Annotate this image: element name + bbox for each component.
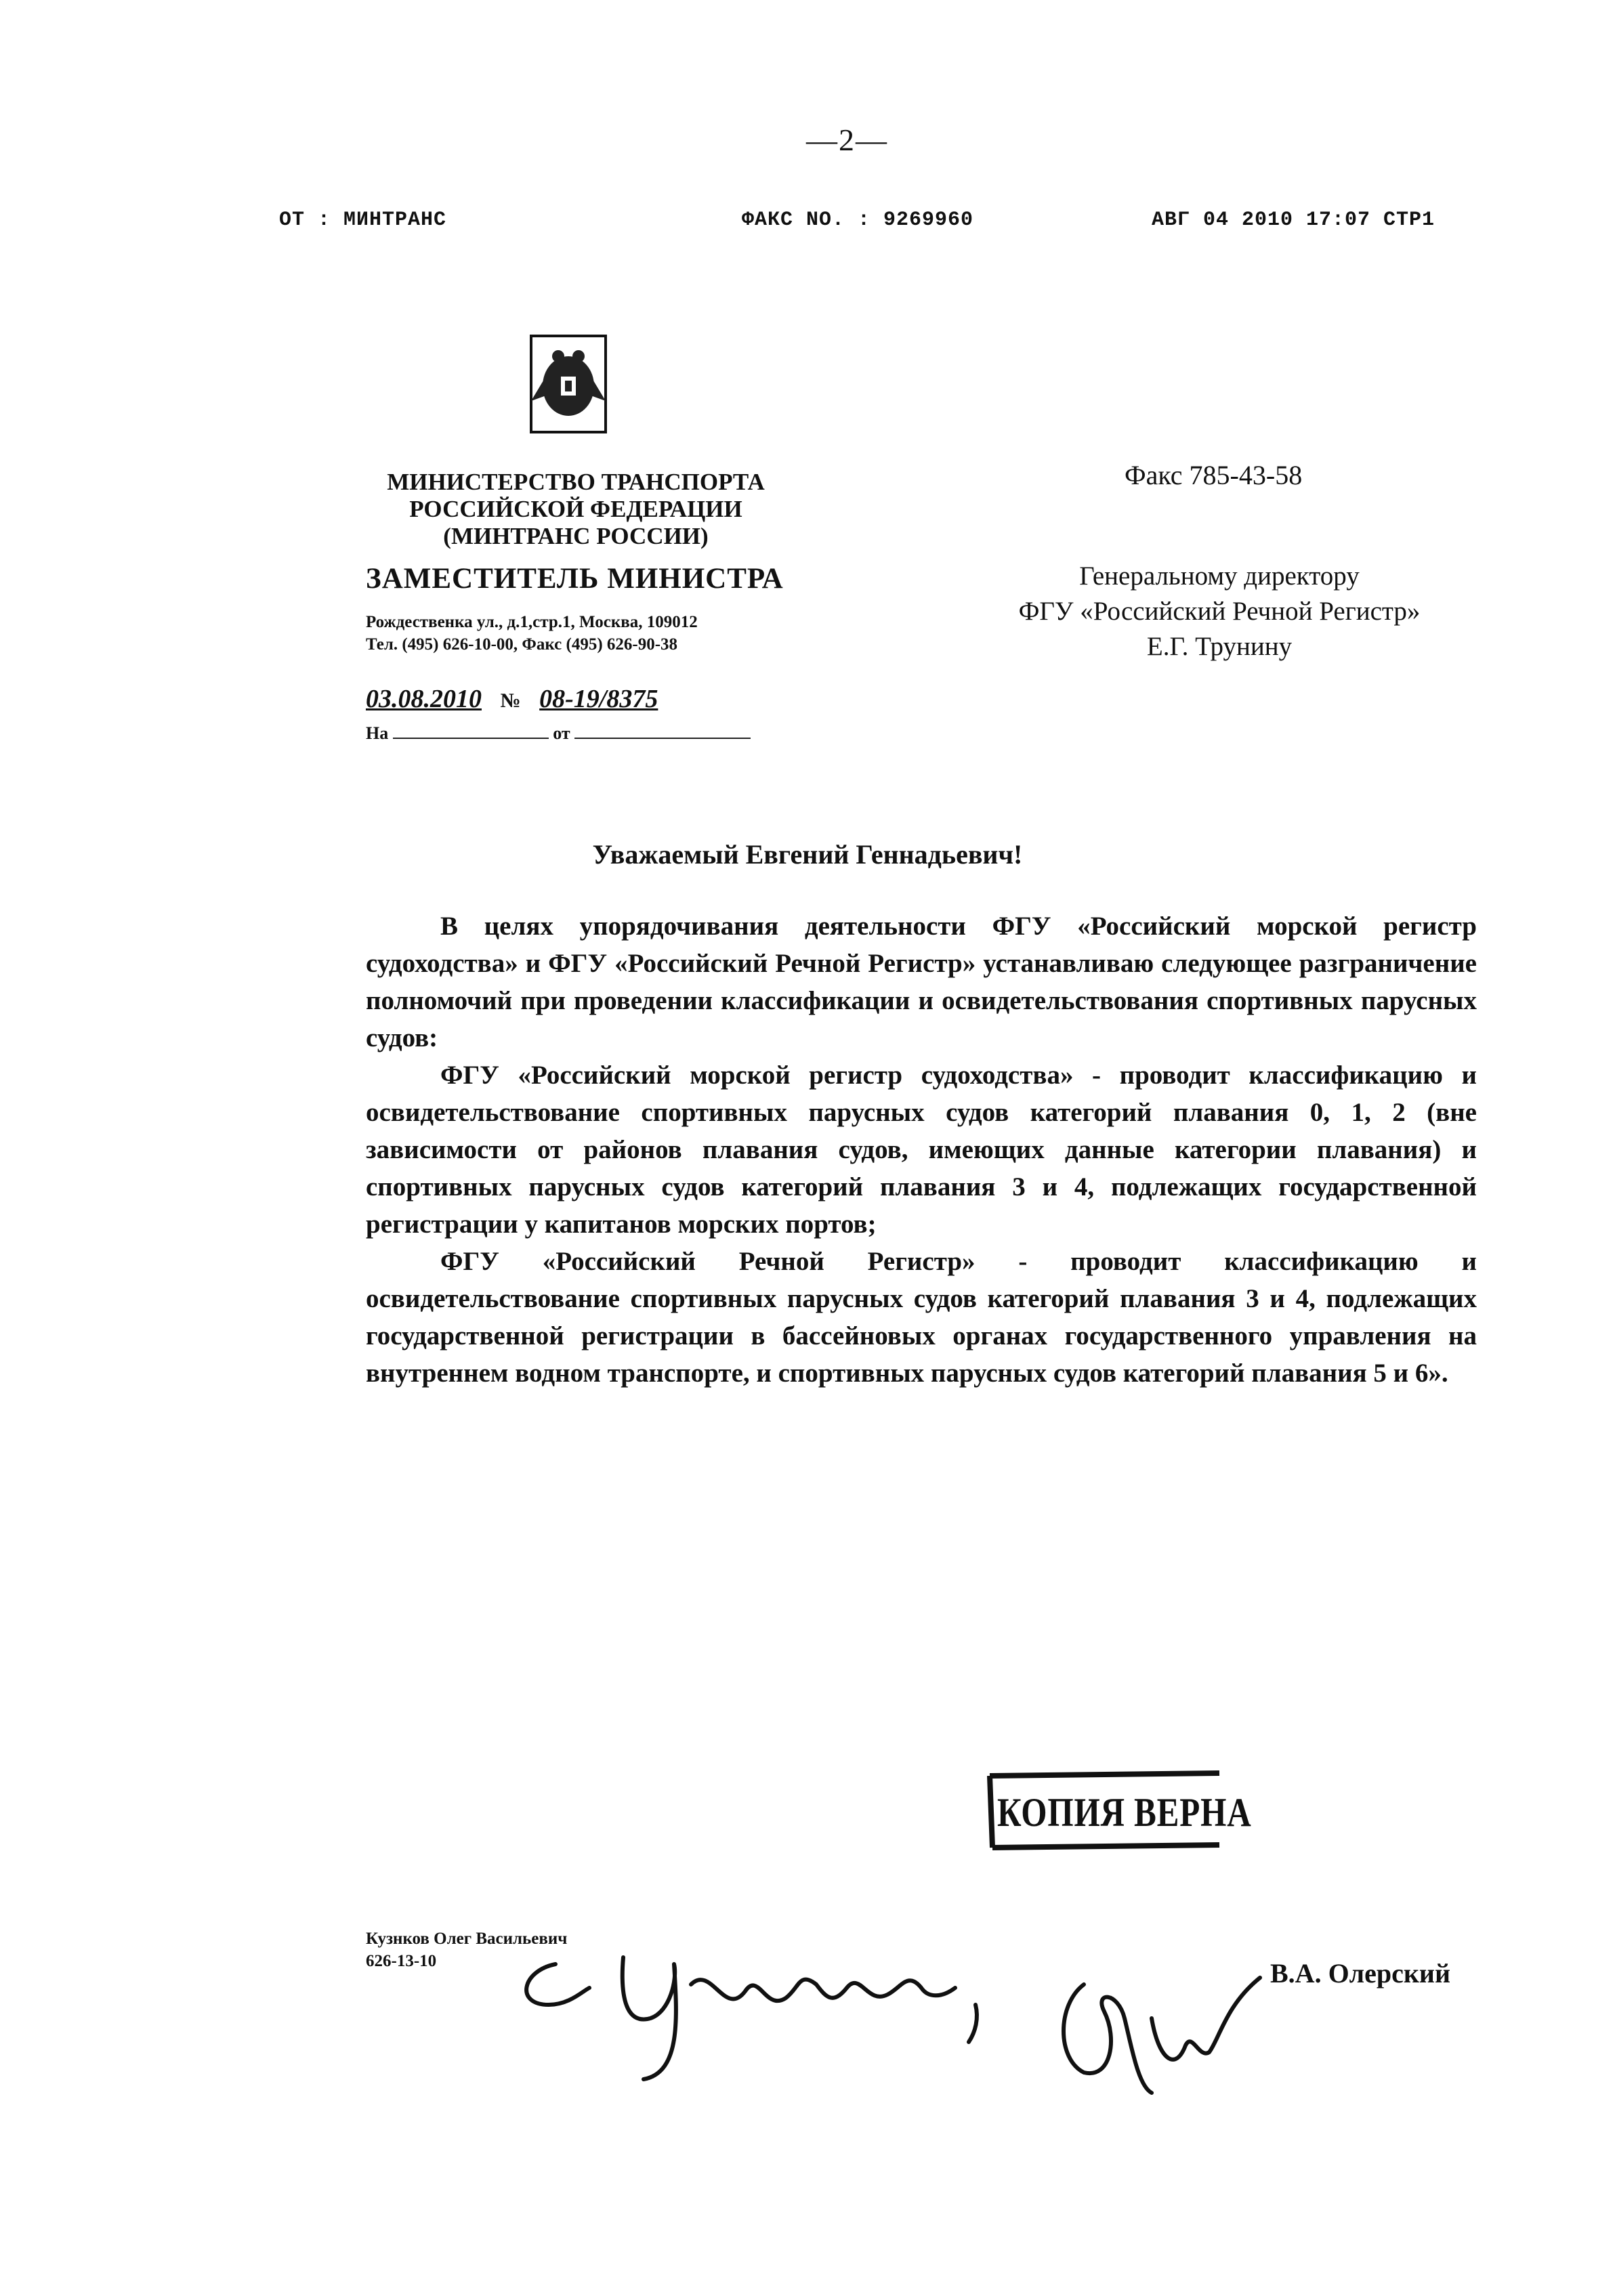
address-line-2: Тел. (495) 626-10-00, Факс (495) 626-90-38 bbox=[366, 635, 678, 654]
executor-phone: 626-13-10 bbox=[366, 1952, 437, 1970]
addressee-line-3: Е.Г. Трунину bbox=[1146, 632, 1293, 661]
signature bbox=[1057, 1937, 1274, 2127]
letter-body bbox=[366, 908, 1477, 1392]
registration-line bbox=[366, 684, 658, 714]
ministry-address bbox=[366, 611, 698, 656]
ministry-name bbox=[366, 469, 786, 550]
address-line-1: Рождественка ул., д.1,стр.1, Москва, 109012 bbox=[366, 613, 698, 631]
fax-header-datetime: АВГ 04 2010 17:07 СТР1 bbox=[1152, 209, 1435, 232]
executor-name: Кузнков Олег Васильевич bbox=[366, 1930, 568, 1948]
body-paragraph-3: ФГУ «Российский Речной Регистр» - проводит классификацию и освидетельствование спортивных парусных судов категорий плавания 3 и 4, подлежащих государственной регистрации в бассейновых органах государственного управления на внутреннем водном транспорте, и спортивных парусных судов категорий плавания 5 и 6». bbox=[366, 1247, 1477, 1388]
addressee-line-2: ФГУ «Российский Речной Регистр» bbox=[1018, 597, 1421, 626]
ministry-line-2: РОССИЙСКОЙ ФЕДЕРАЦИИ bbox=[409, 496, 742, 522]
coat-of-arms-emblem bbox=[528, 333, 608, 435]
copy-stamp-text: КОПИЯ ВЕРНА bbox=[997, 1790, 1252, 1835]
reference-on-label: На bbox=[366, 723, 389, 743]
page-number: —2— bbox=[806, 123, 888, 157]
addressee-line-1: Генеральному директору bbox=[1079, 561, 1360, 591]
reference-from-label: от bbox=[553, 723, 570, 743]
fax-header-number: ФАКС NO. : 9269960 bbox=[742, 209, 974, 232]
recipient-fax-number: Факс 785-43-58 bbox=[1125, 460, 1303, 490]
reference-line bbox=[366, 723, 751, 744]
handwritten-closing bbox=[508, 1923, 1023, 2093]
registration-number: 08-19/8375 bbox=[539, 685, 658, 713]
deputy-minister-title: ЗАМЕСТИТЕЛЬ МИНИСТРА bbox=[366, 563, 784, 595]
reference-number-blank bbox=[393, 724, 549, 739]
registration-date: 03.08.2010 bbox=[366, 685, 482, 713]
addressee-block bbox=[948, 559, 1490, 664]
number-sign: № bbox=[500, 689, 521, 712]
ministry-line-1: МИНИСТЕРСТВО ТРАНСПОРТА bbox=[387, 469, 765, 495]
salutation: Уважаемый Евгений Геннадьевич! bbox=[592, 839, 1023, 870]
ministry-line-3: (МИНТРАНС РОССИИ) bbox=[443, 523, 709, 549]
executor-info bbox=[366, 1928, 567, 1972]
body-paragraph-2: ФГУ «Российский морской регистр судоходства» - проводит классификацию и освидетельствование спортивных парусных судов категорий плавания 0, 1, 2 (вне зависимости от районов плавания судов, имеющих данные категории плавания) и спортивных парусных судов категорий плавания 3 и 4, подлежащих государственной регистрации у капитанов морских портов; bbox=[366, 1061, 1477, 1239]
reference-date-blank bbox=[574, 724, 751, 739]
signer-name: В.А. Олерский bbox=[1270, 1958, 1451, 1989]
fax-header-from: ОТ : МИНТРАНС bbox=[279, 209, 447, 232]
body-paragraph-1: В целях упорядочивания деятельности ФГУ «Российский морской регистр судоходства» и ФГУ «Российский Речной Регистр» устанавливаю следующее разграничение полномочий при проведении классификации и освидетельствования спортивных парусных судов: bbox=[366, 912, 1477, 1053]
